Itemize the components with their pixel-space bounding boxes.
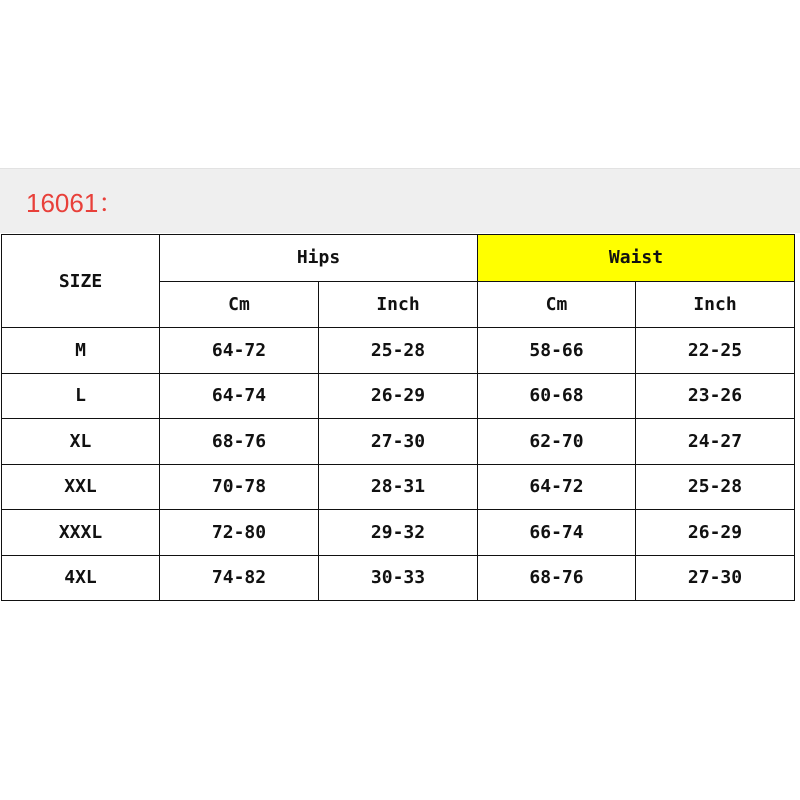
size-cell: 4XL [2,555,160,601]
size-chart-table [1,234,795,601]
hips-inch-header: Inch [319,281,478,328]
hips-cm-header: Cm [160,281,319,328]
waist-cm-header: Cm [478,281,636,328]
table-row [2,464,795,510]
hips-inch-cell: 28-31 [319,464,478,510]
table-row [2,419,795,465]
hips-cm-cell: 70-78 [160,464,319,510]
hips-inch-cell: 26-29 [319,373,478,419]
waist-cm-cell: 60-68 [478,373,636,419]
waist-inch-cell: 27-30 [636,555,795,601]
size-column-header: SIZE [2,235,160,328]
table-group-header-row [2,235,795,282]
waist-cm-cell: 64-72 [478,464,636,510]
hips-cm-cell: 64-74 [160,373,319,419]
hips-inch-cell: 30-33 [319,555,478,601]
model-number-title: 16061： [26,188,125,218]
table-row [2,510,795,556]
waist-inch-cell: 26-29 [636,510,795,556]
size-cell: M [2,328,160,374]
hips-inch-cell: 25-28 [319,328,478,374]
size-cell: XXXL [2,510,160,556]
waist-cm-cell: 62-70 [478,419,636,465]
size-cell: L [2,373,160,419]
hips-inch-cell: 29-32 [319,510,478,556]
waist-inch-cell: 24-27 [636,419,795,465]
hips-cm-cell: 68-76 [160,419,319,465]
waist-inch-cell: 22-25 [636,328,795,374]
title-band [0,168,800,233]
waist-cm-cell: 66-74 [478,510,636,556]
hips-cm-cell: 64-72 [160,328,319,374]
table-row [2,555,795,601]
table-row [2,328,795,374]
table-row [2,373,795,419]
waist-inch-cell: 25-28 [636,464,795,510]
waist-cm-cell: 58-66 [478,328,636,374]
waist-cm-cell: 68-76 [478,555,636,601]
size-cell: XL [2,419,160,465]
hips-group-header: Hips [160,235,478,282]
hips-cm-cell: 74-82 [160,555,319,601]
hips-inch-cell: 27-30 [319,419,478,465]
waist-inch-cell: 23-26 [636,373,795,419]
waist-group-header: Waist [478,235,795,282]
hips-cm-cell: 72-80 [160,510,319,556]
waist-inch-header: Inch [636,281,795,328]
size-cell: XXL [2,464,160,510]
